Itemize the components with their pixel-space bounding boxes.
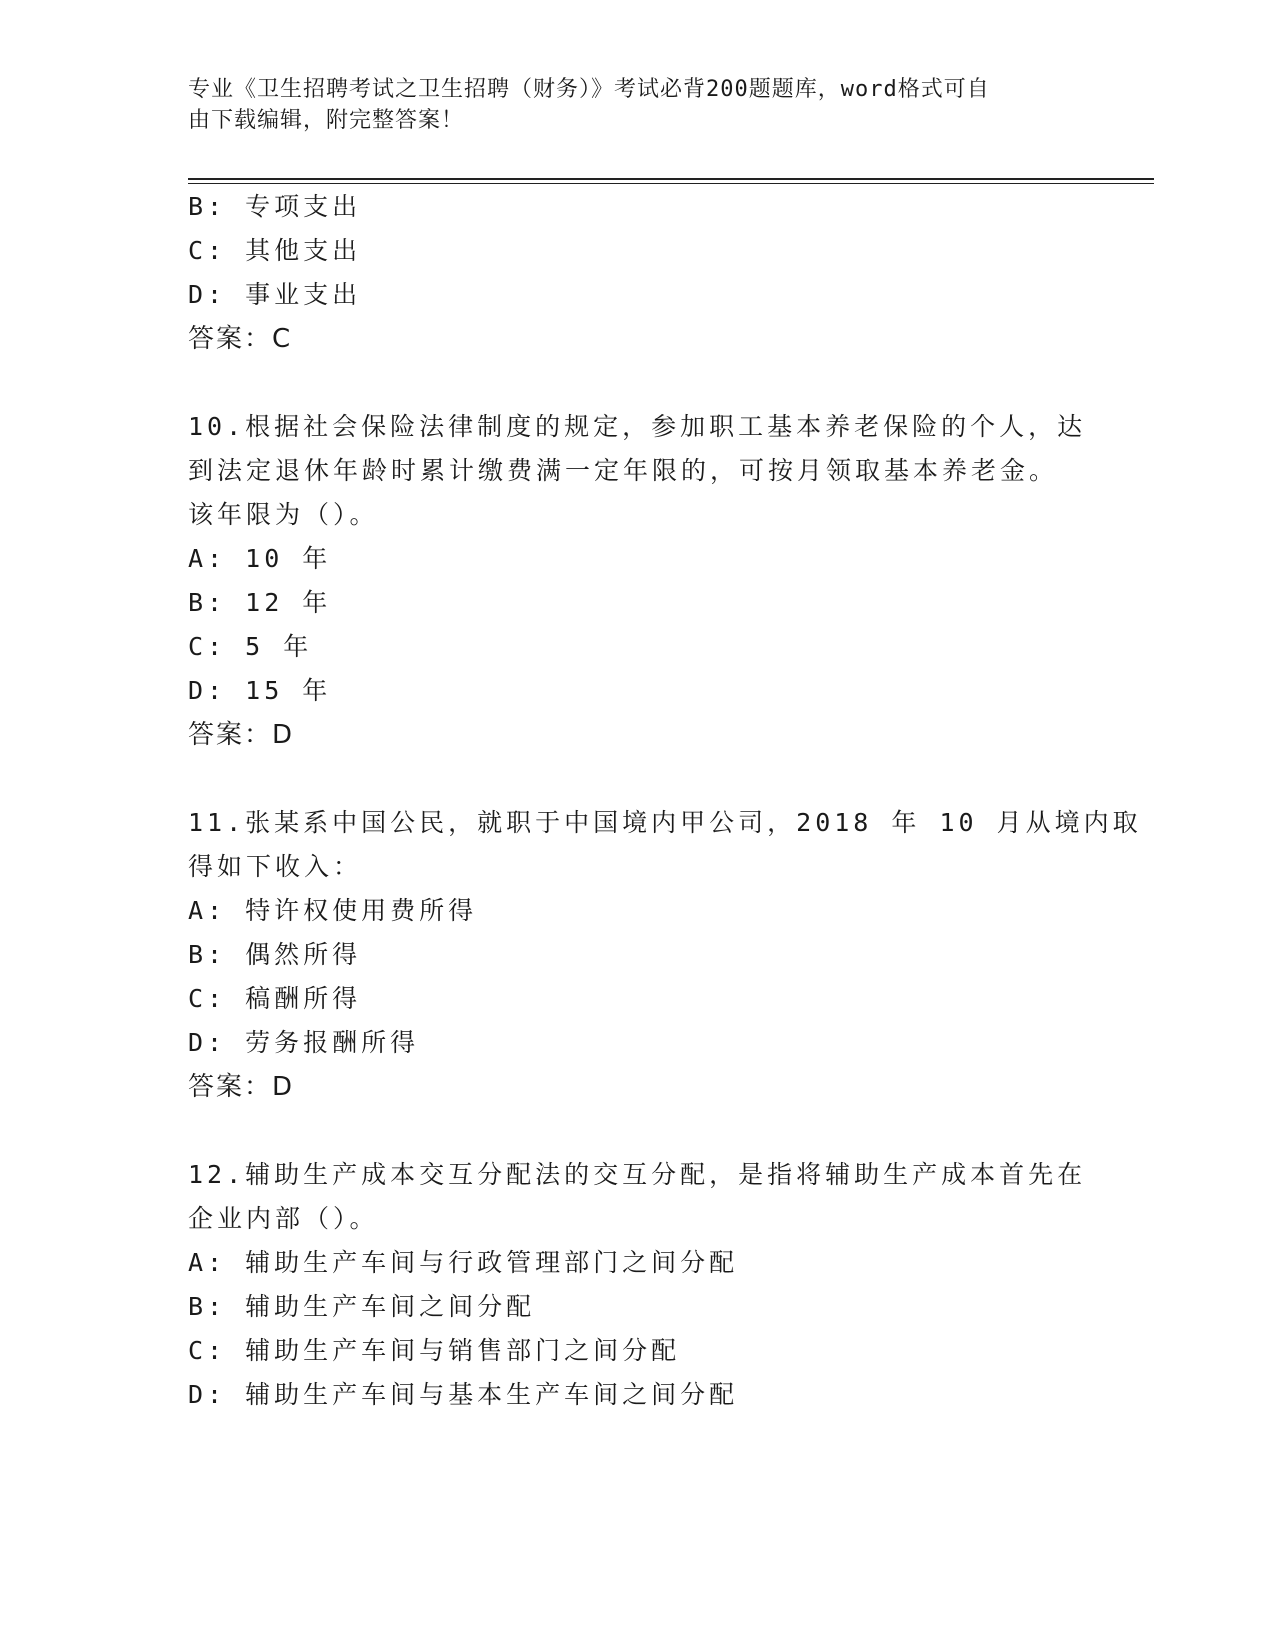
q10-stem-line-1: 10.根据社会保险法律制度的规定，参加职工基本养老保险的个人，达	[188, 412, 1087, 441]
q12-option-b: B: 辅助生产车间之间分配	[188, 1292, 536, 1321]
q11-option-d: D: 劳务报酬所得	[188, 1028, 420, 1057]
q9-option-c: C: 其他支出	[188, 236, 362, 265]
document-title-line-1: 专业《卫生招聘考试之卫生招聘（财务）》考试必背200题题库，word格式可自	[188, 77, 990, 102]
q10-stem-line-3: 该年限为（）。	[188, 500, 379, 529]
q10-option-b: B: 12 年	[188, 588, 332, 617]
document-title	[188, 74, 1068, 136]
q10-answer: 答案：D	[188, 720, 295, 750]
q12-option-d: D: 辅助生产车间与基本生产车间之间分配	[188, 1380, 739, 1409]
q12-stem-line-2: 企业内部（）。	[188, 1204, 379, 1233]
q12-stem-line-1: 12.辅助生产成本交互分配法的交互分配，是指将辅助生产成本首先在	[188, 1160, 1087, 1189]
document-title-line-2: 由下载编辑，附完整答案！	[188, 108, 465, 133]
header-divider-thin	[188, 183, 1154, 184]
q11-option-c: C: 稿酬所得	[188, 984, 362, 1013]
q10-stem-line-2: 到法定退休年龄时累计缴费满一定年限的，可按月领取基本养老金。	[188, 456, 1059, 485]
q10-option-a: A: 10 年	[188, 544, 332, 573]
q9-option-d: D: 事业支出	[188, 280, 362, 309]
header-divider-thick	[188, 178, 1154, 180]
q10-option-d: D: 15 年	[188, 676, 332, 705]
q11-option-b: B: 偶然所得	[188, 940, 362, 969]
q9-answer: 答案：C	[188, 324, 293, 354]
q11-stem-line-2: 得如下收入：	[188, 852, 363, 881]
q11-option-a: A: 特许权使用费所得	[188, 896, 478, 925]
q12-option-c: C: 辅助生产车间与销售部门之间分配	[188, 1336, 681, 1365]
q12-option-a: A: 辅助生产车间与行政管理部门之间分配	[188, 1248, 739, 1277]
q11-answer: 答案：D	[188, 1072, 295, 1102]
q10-option-c: C: 5 年	[188, 632, 313, 661]
q9-option-b: B: 专项支出	[188, 192, 362, 221]
q11-stem-line-1: 11.张某系中国公民，就职于中国境内甲公司，2018 年 10 月从境内取	[188, 808, 1142, 837]
